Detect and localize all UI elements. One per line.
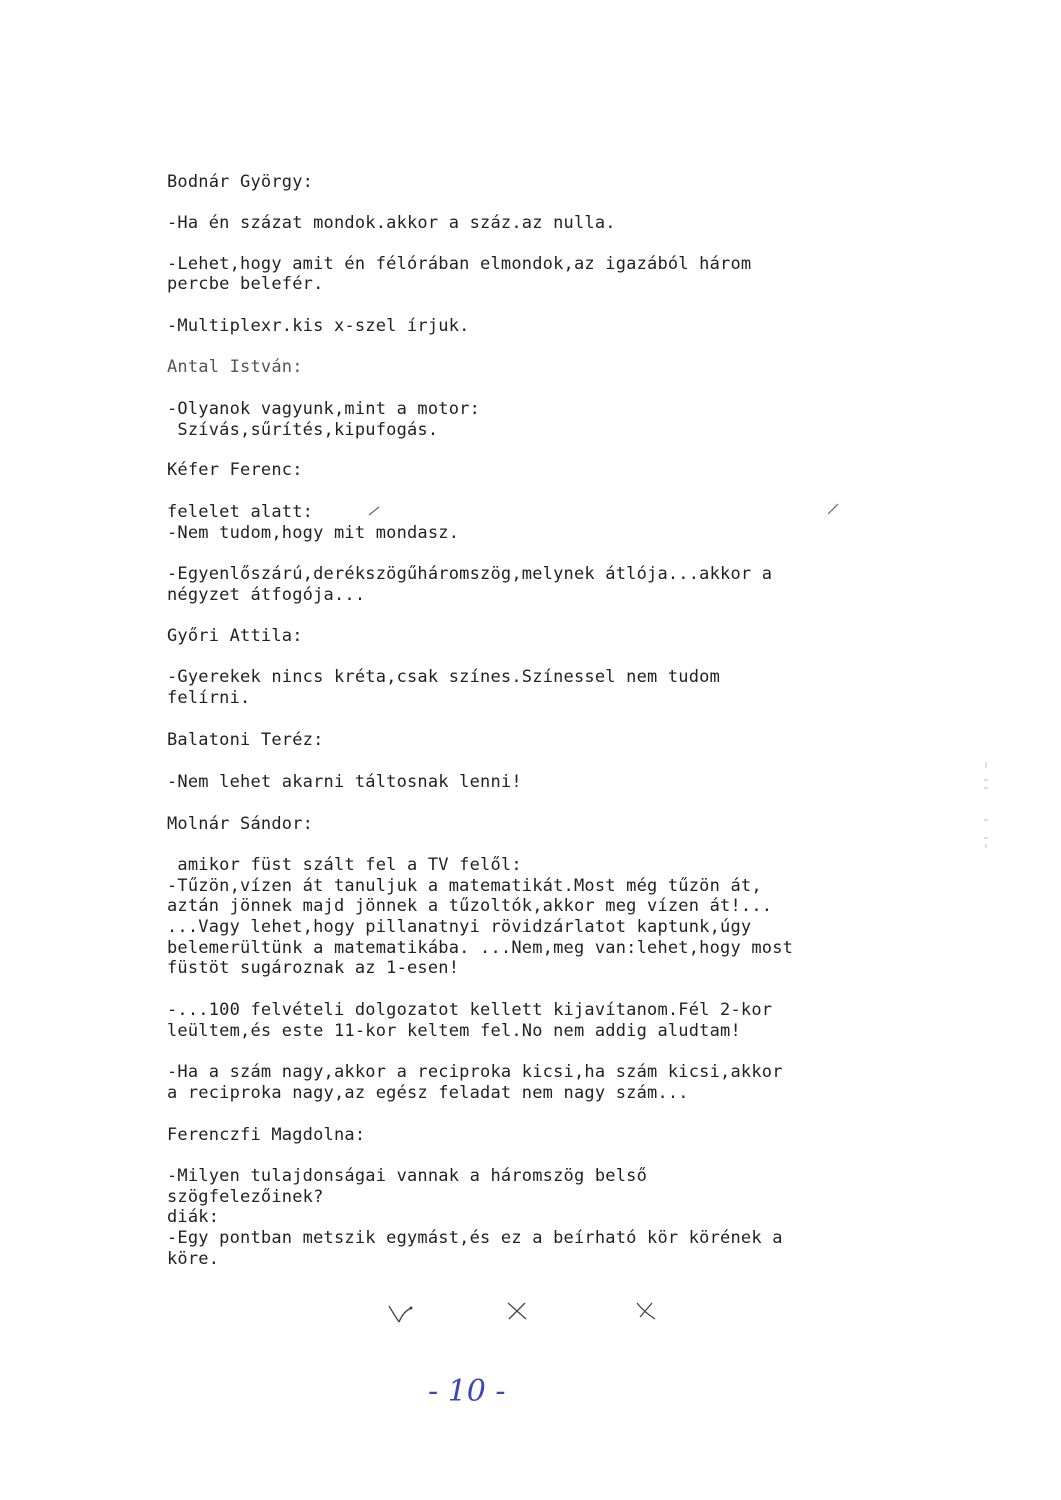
quote-line: -Nem tudom,hogy mit mondasz. [167,523,460,543]
pencil-cross-mark [634,1300,658,1322]
quote-line: leültem,és este 11-kor keltem fel.No nem addig aludtam! [167,1021,741,1041]
quote-line: -Gyerekek nincs kréta,csak színes.Színessel nem tudom [167,667,721,687]
quote-line: -Milyen tulajdonságai vannak a háromszög belső [167,1166,648,1186]
quote-line: -Tűzön,vízen át tanuljuk a matematikát.Most még tűzön át, [167,876,762,896]
pencil-tick-mark [826,502,840,516]
quote-line: percbe belefér. [167,274,324,294]
quote-line: -Egy pontban metszik egymást,és ez a beírható kör körének a [167,1228,783,1248]
speaker-heading: Bodnár György: [167,172,314,192]
quote-line: Szívás,sűrítés,kipufogás. [167,420,439,440]
quote-line: -Lehet,hogy amit én félórában elmondok,az igazából három [167,254,752,274]
quote-line: -Olyanok vagyunk,mint a motor: [167,399,481,419]
quote-line: felírni. [167,688,251,708]
quote-line: -Nem lehet akarni táltosnak lenni! [167,772,522,792]
quote-line: füstöt sugároznak az 1-esen! [167,958,460,978]
quote-line: -Ha én százat mondok.akkor a száz.az nulla. [167,213,616,233]
quote-line: -...100 felvételi dolgozatot kellett kijavítanom.Fél 2-kor [167,1000,773,1020]
pencil-tick-mark [367,505,381,517]
speaker-heading: Ferenczfi Magdolna: [167,1125,366,1145]
pencil-cross-mark [505,1300,529,1322]
quote-line: belemerültünk a matematikába. ...Nem,meg van:lehet,hogy most [167,938,794,958]
quote-line: aztán jönnek majd jönnek a tűzoltók,akkor meg vízen át!... [167,896,773,916]
page-number: - 10 - [428,1374,506,1409]
quote-line: ...Vagy lehet,hogy pillanatnyi rövidzárlatot kaptunk,úgy [167,917,752,937]
quote-line: -Multiplexr.kis x-szel írjuk. [167,316,470,336]
quote-line: köre. [167,1249,220,1269]
quote-line: -Ha a szám nagy,akkor a reciproka kicsi,ha szám kicsi,akkor [167,1062,783,1082]
speaker-heading: Balatoni Teréz: [167,730,324,750]
context-note: felelet alatt: [167,502,314,522]
margin-marks [980,760,992,850]
speaker-heading: Molnár Sándor: [167,814,314,834]
quote-line: a reciproka nagy,az egész feladat nem nagy szám... [167,1083,689,1103]
speaker-heading: Győri Attila: [167,626,303,646]
pencil-cross-mark [387,1302,415,1324]
speaker-heading: Antal István: [167,357,303,377]
context-note: amikor füst szált fel a TV felől: [167,855,522,875]
context-note: diák: [167,1207,220,1227]
quote-line: -Egyenlőszárú,derékszögűháromszög,melynek átlója...akkor a [167,564,773,584]
quote-line: szögfelezőinek? [167,1187,324,1207]
quote-line: négyzet átfogója... [167,585,366,605]
speaker-heading: Kéfer Ferenc: [167,460,303,480]
